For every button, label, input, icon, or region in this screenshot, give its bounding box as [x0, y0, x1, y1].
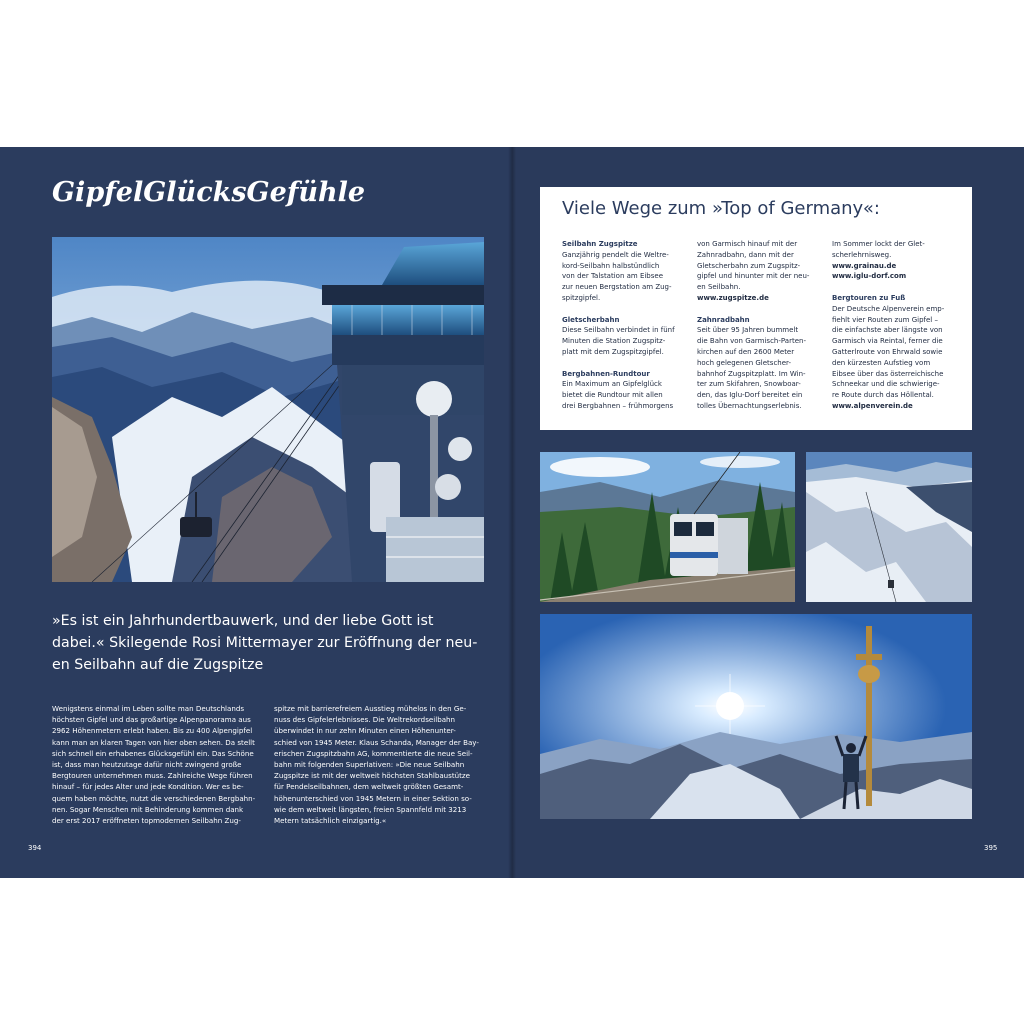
info-line: Zahnradbahn, dann mit der [697, 250, 794, 259]
body-line: Wenigstens einmal im Leben sollte man Deutschlands [52, 704, 245, 713]
cog-railway-photo [540, 452, 795, 602]
info-url: www.iglu-dorf.com [832, 272, 907, 281]
info-column-1 [562, 239, 688, 412]
body-line: nen. Sogar Menschen mit Behinderung kommen dank [52, 804, 244, 814]
info-line: Ein Maximum an Gipfelglück [562, 380, 662, 389]
info-heading: Seilbahn Zugspitze [562, 240, 638, 248]
info-line: en Seilbahn. [697, 283, 741, 292]
info-line: von Garmisch hinauf mit der [697, 240, 798, 248]
info-line: den, das Iglu-Dorf bereitet ein [697, 391, 803, 400]
info-line: kord-Seilbahn halbstündlich [562, 261, 660, 270]
info-column-3 [832, 239, 958, 412]
info-line: re Route durch das Höllental. [832, 391, 934, 400]
info-line: Seit über 95 Jahren bummelt [697, 326, 799, 335]
pull-quote [52, 610, 484, 676]
info-line: ter zum Skifahren, Snowboar- [697, 380, 801, 389]
info-url: www.grainau.de [832, 261, 897, 270]
body-line: quem haben möchte, nutzt die verschiedenen Bergbahn- [52, 793, 256, 803]
summit-cross-photo [540, 614, 972, 819]
body-line: kann man an klaren Tagen von hier oben sehen. Da stellt [52, 737, 255, 747]
info-line: drei Bergbahnen – frühmorgens [562, 401, 674, 410]
info-box [540, 187, 972, 430]
info-line: platt mit dem Zugspitzgipfel. [562, 347, 664, 356]
body-line: 2962 Höhenmetern erlebt haben. Bis zu 400 Alpengipfel [52, 726, 253, 736]
body-line: für Pendelseilbahnen, dem weltweit größten Gesamt- [274, 782, 464, 792]
ski-area-photo [806, 452, 972, 602]
info-heading: Bergtouren zu Fuß [832, 293, 906, 302]
body-line: höchsten Gipfel und das großartige Alpenpanorama aus [52, 715, 251, 725]
body-line: höhenunterschied von 1945 Metern in einer Sektion so- [274, 793, 472, 803]
info-line: hoch gelegenen Gletscher- [697, 358, 792, 367]
info-line: Eibsee über das österreichische [832, 369, 944, 378]
body-text-column-1 [52, 703, 263, 826]
body-line: erischen Zugspitzbahn AG, kommentierte die neue Seil- [274, 748, 473, 758]
info-line: kirchen auf den 2600 Meter [697, 347, 795, 356]
info-line: die einfachste aber längste von [832, 326, 943, 335]
info-line: Im Sommer lockt der Glet- [832, 240, 925, 248]
paragraph-gap [832, 282, 958, 293]
info-column-2 [697, 239, 823, 412]
body-line: überwindet in nur zehn Minuten einen Höhenunter- [274, 726, 456, 736]
quote-line: dabei.« Skilegende Rosi Mittermayer zur Eröffnung der neu- [52, 635, 478, 651]
body-line: wie dem weltweit längsten, freien Spannfeld mit 3213 [274, 804, 467, 814]
page-number: 394 [28, 844, 42, 852]
body-line: bahn mit folgenden Superlativen: »Die neue Seilbahn [274, 760, 465, 770]
spread-gutter [508, 147, 516, 878]
info-line: spitzgipfel. [562, 293, 601, 302]
info-line: gipfel und hinunter mit der neu- [697, 272, 810, 281]
body-text-column-2 [274, 703, 485, 826]
info-heading: Zahnradbahn [697, 315, 750, 324]
body-line: spitze mit barrierefreiem Ausstieg mühelos in den Ge- [274, 704, 467, 713]
body-line: hinauf – für jedes Alter und jede Kondition. Wer es be- [52, 782, 244, 792]
info-line: bietet die Rundtour mit allen [562, 391, 663, 400]
body-line: schied von 1945 Meter. Klaus Schanda, Manager der Bay- [274, 737, 479, 747]
info-heading: Gletscherbahn [562, 315, 620, 324]
info-url: www.zugspitze.de [697, 293, 769, 302]
body-line: der erst 2017 eröffneten topmodernen Seilbahn Zug- [52, 816, 241, 826]
info-line: scherlehrnisweg. [832, 250, 892, 259]
summit-station-photo [52, 237, 484, 582]
quote-line: »Es ist ein Jahrhundertbauwerk, und der liebe Gott ist [52, 613, 434, 629]
left-page [0, 147, 512, 878]
body-line: ist, dass man heutzutage dafür nicht zwingend große [52, 760, 242, 770]
body-line: Metern tatsächlich einzigartig.« [274, 816, 387, 826]
info-line: die Bahn von Garmisch-Parten- [697, 337, 806, 346]
info-line: den kürzesten Aufstieg vom [832, 358, 931, 367]
body-line: nuss des Gipfelerlebnisses. Die Weltrekordseilbahn [274, 715, 456, 725]
info-line: Diese Seilbahn verbindet in fünf [562, 326, 675, 335]
body-line: sich schnell ein erhabenes Glücksgefühl ein. Das Schöne [52, 748, 254, 758]
page-title: GipfelGlücksGefühle [52, 177, 366, 208]
info-line: von der Talstation am Eibsee [562, 272, 664, 281]
info-line: Schneekar und die schwierige- [832, 380, 940, 389]
info-line: zur neuen Bergstation am Zug- [562, 283, 672, 292]
info-line: Gletscherbahn zum Zugspitz- [697, 261, 801, 270]
body-line: Zugspitze ist mit der weltweit höchsten Stahlbaustütze [274, 771, 471, 781]
paragraph-gap [562, 304, 688, 315]
info-heading: Bergbahnen-Rundtour [562, 369, 650, 378]
quote-line: en Seilbahn auf die Zugspitze [52, 657, 264, 673]
info-line: bahnhof Zugspitzplatt. Im Win- [697, 369, 806, 378]
page-number: 395 [984, 844, 998, 852]
info-line: Garmisch via Reintal, ferner die [832, 337, 943, 346]
info-line: tolles Übernachtungserlebnis. [697, 401, 802, 410]
info-line: Minuten die Station Zugspitz- [562, 337, 666, 346]
info-box-title: Viele Wege zum »Top of Germany«: [562, 198, 880, 219]
info-url: www.alpenverein.de [832, 401, 913, 410]
info-line: Gatterlroute von Ehrwald sowie [832, 347, 943, 356]
info-line: Der Deutsche Alpenverein emp- [832, 304, 945, 313]
info-line: Ganzjährig pendelt die Weltre- [562, 250, 669, 259]
book-spread [0, 147, 1024, 878]
paragraph-gap [562, 358, 688, 369]
paragraph-gap [697, 304, 823, 315]
info-line: fiehlt vier Routen zum Gipfel – [832, 315, 938, 324]
body-line: Bergtouren unternehmen muss. Zahlreiche Wege führen [52, 771, 253, 781]
